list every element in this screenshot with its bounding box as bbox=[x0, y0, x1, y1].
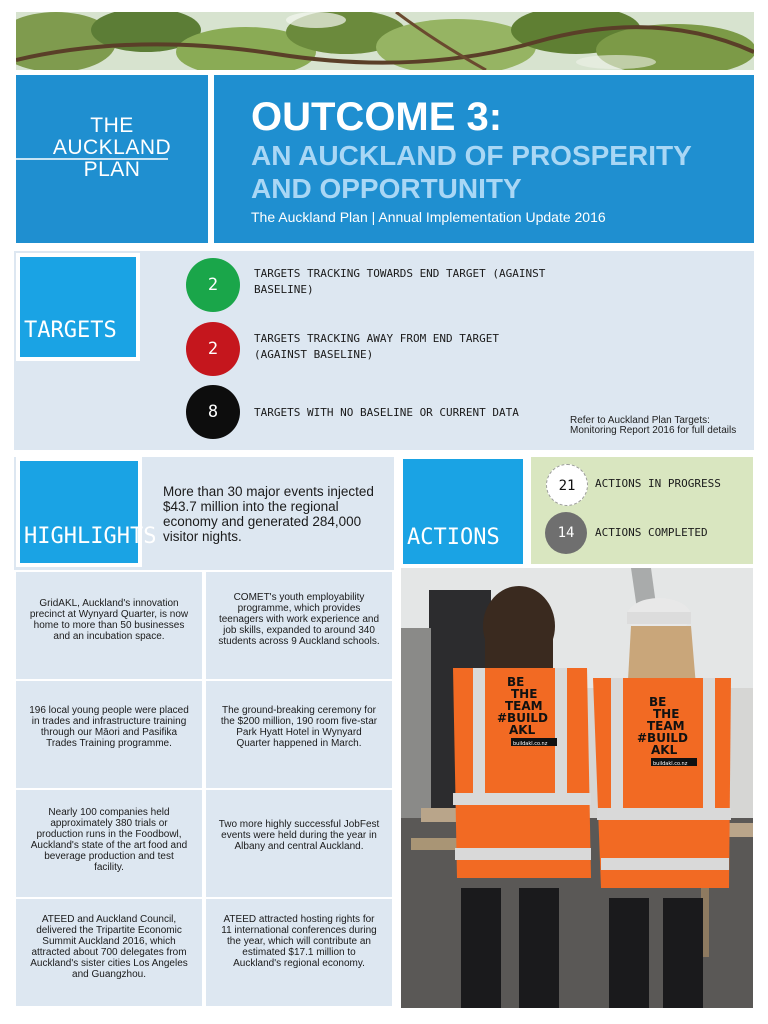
auckland-plan-logo-box bbox=[16, 75, 208, 243]
actions-label-box bbox=[399, 455, 527, 568]
actions-label: ACTIONS bbox=[407, 525, 500, 550]
actions-in-progress-label: ACTIONS IN PROGRESS bbox=[595, 477, 721, 490]
foliage-image bbox=[16, 12, 754, 70]
outcome-title-box bbox=[214, 75, 754, 243]
vest-text-3: TEAM bbox=[505, 699, 543, 713]
vest-text-10: AKL bbox=[651, 743, 678, 757]
target-count-badge: 2 bbox=[186, 258, 240, 312]
vest-text-7: THE bbox=[653, 707, 680, 721]
targets-reference-note: Refer to Auckland Plan Targets: Monitoring Report 2016 for full details bbox=[570, 415, 737, 436]
vest-text-5: AKL bbox=[509, 723, 536, 737]
logo-arrow-icon bbox=[16, 75, 246, 243]
actions-panel bbox=[531, 457, 753, 564]
highlights-label-box bbox=[16, 457, 157, 567]
highlight-cell bbox=[16, 790, 202, 897]
highlight-text: ATEED attracted hosting rights for 11 international conferences during the year, which will contribute an estimated $17.1 million to Auckland's regional economy. bbox=[221, 914, 377, 969]
highlight-text: The ground-breaking ceremony for the $200 million, 190 room five-star Park Hyatt Hotel in Wynyard Quarter happened in March. bbox=[220, 705, 378, 749]
target-description: TARGETS TRACKING TOWARDS END TARGET (AGAINST BASELINE) bbox=[254, 267, 546, 296]
highlight-cell bbox=[16, 572, 202, 679]
actions-completed-badge: 14 bbox=[545, 512, 587, 554]
highlights-intro: More than 30 major events injected $43.7 million into the regional economy and generated 284,000 visitor nights. bbox=[163, 484, 374, 544]
highlight-cell bbox=[206, 681, 392, 788]
highlight-text: COMET's youth employability programme, which provides teenagers with work experience and job skills, expanded to around 340 students across 9 Auckland schools. bbox=[218, 592, 380, 647]
logo-line-1: THE bbox=[90, 114, 134, 137]
document-line: The Auckland Plan | Annual Implementation Update 2016 bbox=[251, 209, 606, 225]
highlight-text: ATEED and Auckland Council, delivered the Tripartite Economic Summit Auckland 2016, which attracted about 700 delegates from Auckland's sister cities Los Angeles and Guangzhou. bbox=[30, 914, 188, 980]
page-title: OUTCOME 3: bbox=[251, 95, 503, 139]
vest-text-2: THE bbox=[511, 687, 538, 701]
vest-text-1: BE bbox=[507, 675, 525, 689]
workers-in-hi-vis-image bbox=[401, 568, 753, 1008]
vest-text-6: BE bbox=[649, 695, 667, 709]
highlight-cell bbox=[206, 790, 392, 897]
logo-line-3: PLAN bbox=[83, 158, 141, 181]
hero-photo-band bbox=[16, 12, 754, 70]
highlight-text: 196 local young people were placed in trades and infrastructure training through our Māori and Pasifika Trades Training programme. bbox=[29, 705, 189, 749]
actions-completed-label: ACTIONS COMPLETED bbox=[595, 526, 708, 539]
highlights-label: HIGHLIGHTS bbox=[24, 524, 157, 549]
target-description: TARGETS WITH NO BASELINE OR CURRENT DATA bbox=[254, 406, 519, 419]
vest-url-text: buildakl.co.nz bbox=[513, 741, 548, 747]
highlight-text: GridAKL, Auckland's innovation precinct at Wynyard Quarter, is now home to more than 50 businesses and an incubation space. bbox=[29, 598, 189, 642]
highlights-grid bbox=[14, 570, 394, 1008]
actions-in-progress-badge: 21 bbox=[546, 464, 588, 506]
vest-text-9: #BUILD bbox=[637, 731, 689, 745]
logo-line-2: AUCKLAND bbox=[52, 136, 172, 159]
workers-photo bbox=[401, 568, 753, 1008]
vest-url-text-2: buildakl.co.nz bbox=[653, 761, 688, 767]
target-count-badge: 8 bbox=[186, 385, 240, 439]
highlight-cell bbox=[16, 681, 202, 788]
highlight-text: Two more highly successful JobFest events were held during the year in Albany and central Auckland. bbox=[218, 819, 380, 852]
target-description: TARGETS TRACKING AWAY FROM END TARGET (AGAINST BASELINE) bbox=[254, 332, 500, 361]
targets-label-box bbox=[16, 253, 140, 361]
target-count-badge: 2 bbox=[186, 322, 240, 376]
targets-label: TARGETS bbox=[24, 318, 117, 343]
highlight-text: Nearly 100 companies held approximately 380 trials or production runs in the Foodbowl, Auckland's state of the art food and beverage production and test facility. bbox=[30, 807, 188, 873]
vest-text-8: TEAM bbox=[647, 719, 685, 733]
vest-text-4: #BUILD bbox=[497, 711, 549, 725]
highlight-cell bbox=[16, 899, 202, 1006]
highlight-cell bbox=[206, 899, 392, 1006]
page-subtitle: AN AUCKLAND OF PROSPERITY AND OPPORTUNITY bbox=[251, 140, 692, 204]
highlight-cell bbox=[206, 572, 392, 679]
